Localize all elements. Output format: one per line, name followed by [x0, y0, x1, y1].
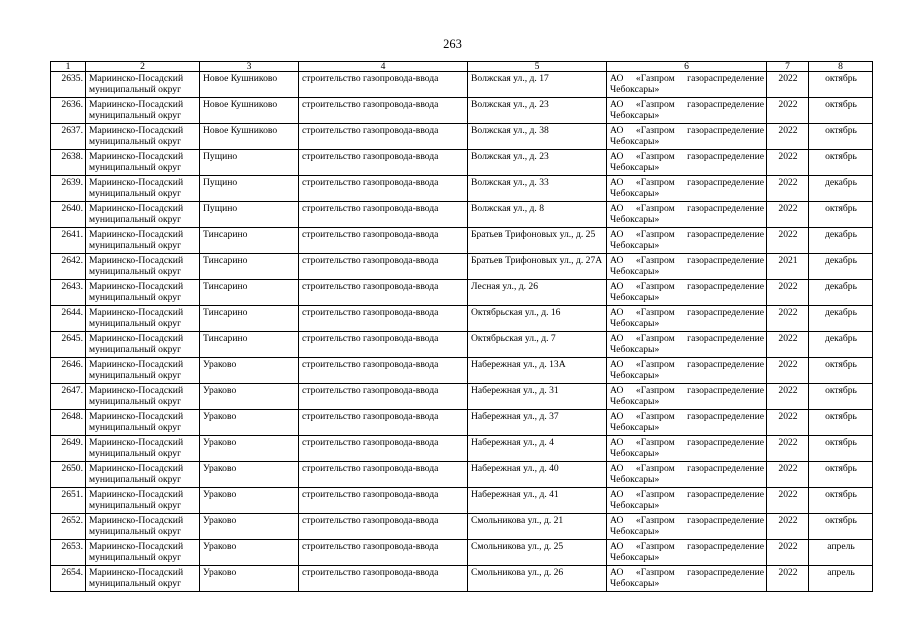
- table-row: [51, 72, 873, 98]
- table-row: [51, 254, 873, 280]
- row-number: 2638.: [51, 150, 86, 176]
- year-cell: 2022: [767, 384, 809, 410]
- column-number: 4: [299, 62, 468, 72]
- work-type-cell: строительство газопровода-ввода: [299, 514, 468, 540]
- month-cell: декабрь: [809, 332, 873, 358]
- row-number: 2647.: [51, 384, 86, 410]
- organization-cell: АО «Газпром газораспределение Чебоксары»: [607, 488, 767, 514]
- district-cell: Мариинско-Посадский муниципальный округ: [86, 540, 200, 566]
- column-number: 8: [809, 62, 873, 72]
- organization-cell: АО «Газпром газораспределение Чебоксары»: [607, 332, 767, 358]
- district-cell: Мариинско-Посадский муниципальный округ: [86, 176, 200, 202]
- table-row: [51, 332, 873, 358]
- address-cell: Набережная ул., д. 13А: [468, 358, 607, 384]
- organization-cell: АО «Газпром газораспределение Чебоксары»: [607, 566, 767, 592]
- month-cell: апрель: [809, 540, 873, 566]
- row-number: 2645.: [51, 332, 86, 358]
- organization-cell: АО «Газпром газораспределение Чебоксары»: [607, 514, 767, 540]
- month-cell: октябрь: [809, 436, 873, 462]
- year-cell: 2022: [767, 306, 809, 332]
- row-number: 2654.: [51, 566, 86, 592]
- locality-cell: Пущино: [200, 202, 299, 228]
- row-number: 2637.: [51, 124, 86, 150]
- organization-cell: АО «Газпром газораспределение Чебоксары»: [607, 306, 767, 332]
- column-number-row: [51, 62, 873, 72]
- year-cell: 2022: [767, 202, 809, 228]
- row-number: 2639.: [51, 176, 86, 202]
- work-type-cell: строительство газопровода-ввода: [299, 566, 468, 592]
- district-cell: Мариинско-Посадский муниципальный округ: [86, 254, 200, 280]
- month-cell: октябрь: [809, 410, 873, 436]
- locality-cell: Новое Кушниково: [200, 98, 299, 124]
- locality-cell: Тинсарино: [200, 280, 299, 306]
- address-cell: Набережная ул., д. 41: [468, 488, 607, 514]
- month-cell: декабрь: [809, 228, 873, 254]
- year-cell: 2022: [767, 566, 809, 592]
- organization-cell: АО «Газпром газораспределение Чебоксары»: [607, 462, 767, 488]
- table-row: [51, 98, 873, 124]
- work-type-cell: строительство газопровода-ввода: [299, 462, 468, 488]
- address-cell: Волжская ул., д. 33: [468, 176, 607, 202]
- address-cell: Набережная ул., д. 31: [468, 384, 607, 410]
- year-cell: 2022: [767, 436, 809, 462]
- table-row: [51, 488, 873, 514]
- month-cell: апрель: [809, 566, 873, 592]
- year-cell: 2022: [767, 332, 809, 358]
- work-type-cell: строительство газопровода-ввода: [299, 98, 468, 124]
- organization-cell: АО «Газпром газораспределение Чебоксары»: [607, 150, 767, 176]
- work-type-cell: строительство газопровода-ввода: [299, 72, 468, 98]
- table-row: [51, 410, 873, 436]
- table-row: [51, 358, 873, 384]
- organization-cell: АО «Газпром газораспределение Чебоксары»: [607, 228, 767, 254]
- work-type-cell: строительство газопровода-ввода: [299, 280, 468, 306]
- column-number: 3: [200, 62, 299, 72]
- row-number: 2651.: [51, 488, 86, 514]
- table-row: [51, 540, 873, 566]
- month-cell: декабрь: [809, 306, 873, 332]
- month-cell: октябрь: [809, 358, 873, 384]
- row-number: 2650.: [51, 462, 86, 488]
- district-cell: Мариинско-Посадский муниципальный округ: [86, 436, 200, 462]
- district-cell: Мариинско-Посадский муниципальный округ: [86, 98, 200, 124]
- row-number: 2648.: [51, 410, 86, 436]
- organization-cell: АО «Газпром газораспределение Чебоксары»: [607, 540, 767, 566]
- locality-cell: Ураково: [200, 384, 299, 410]
- work-type-cell: строительство газопровода-ввода: [299, 358, 468, 384]
- table-row: [51, 150, 873, 176]
- address-cell: Набережная ул., д. 37: [468, 410, 607, 436]
- district-cell: Мариинско-Посадский муниципальный округ: [86, 566, 200, 592]
- work-type-cell: строительство газопровода-ввода: [299, 202, 468, 228]
- column-number: 2: [86, 62, 200, 72]
- district-cell: Мариинско-Посадский муниципальный округ: [86, 72, 200, 98]
- month-cell: октябрь: [809, 488, 873, 514]
- year-cell: 2022: [767, 176, 809, 202]
- month-cell: октябрь: [809, 150, 873, 176]
- page-number: 263: [443, 37, 462, 51]
- month-cell: декабрь: [809, 280, 873, 306]
- row-number: 2644.: [51, 306, 86, 332]
- work-type-cell: строительство газопровода-ввода: [299, 124, 468, 150]
- address-cell: Октябрьская ул., д. 7: [468, 332, 607, 358]
- locality-cell: Тинсарино: [200, 332, 299, 358]
- district-cell: Мариинско-Посадский муниципальный округ: [86, 332, 200, 358]
- address-cell: Братьев Трифоновых ул., д. 27А: [468, 254, 607, 280]
- row-number: 2636.: [51, 98, 86, 124]
- month-cell: октябрь: [809, 462, 873, 488]
- year-cell: 2022: [767, 72, 809, 98]
- year-cell: 2022: [767, 124, 809, 150]
- address-cell: Волжская ул., д. 38: [468, 124, 607, 150]
- month-cell: октябрь: [809, 124, 873, 150]
- locality-cell: Ураково: [200, 358, 299, 384]
- work-type-cell: строительство газопровода-ввода: [299, 436, 468, 462]
- row-number: 2646.: [51, 358, 86, 384]
- organization-cell: АО «Газпром газораспределение Чебоксары»: [607, 124, 767, 150]
- address-cell: Набережная ул., д. 40: [468, 462, 607, 488]
- month-cell: октябрь: [809, 72, 873, 98]
- organization-cell: АО «Газпром газораспределение Чебоксары»: [607, 72, 767, 98]
- organization-cell: АО «Газпром газораспределение Чебоксары»: [607, 98, 767, 124]
- locality-cell: Ураково: [200, 410, 299, 436]
- table-row: [51, 384, 873, 410]
- table-row: [51, 228, 873, 254]
- month-cell: октябрь: [809, 202, 873, 228]
- district-cell: Мариинско-Посадский муниципальный округ: [86, 306, 200, 332]
- locality-cell: Тинсарино: [200, 306, 299, 332]
- district-cell: Мариинско-Посадский муниципальный округ: [86, 358, 200, 384]
- month-cell: декабрь: [809, 254, 873, 280]
- year-cell: 2022: [767, 462, 809, 488]
- year-cell: 2022: [767, 228, 809, 254]
- year-cell: 2022: [767, 540, 809, 566]
- year-cell: 2022: [767, 410, 809, 436]
- address-cell: Смольникова ул., д. 25: [468, 540, 607, 566]
- table-row: [51, 202, 873, 228]
- month-cell: октябрь: [809, 98, 873, 124]
- district-cell: Мариинско-Посадский муниципальный округ: [86, 514, 200, 540]
- work-type-cell: строительство газопровода-ввода: [299, 488, 468, 514]
- organization-cell: АО «Газпром газораспределение Чебоксары»: [607, 254, 767, 280]
- year-cell: 2022: [767, 98, 809, 124]
- row-number: 2640.: [51, 202, 86, 228]
- table-row: [51, 566, 873, 592]
- locality-cell: Ураково: [200, 488, 299, 514]
- organization-cell: АО «Газпром газораспределение Чебоксары»: [607, 280, 767, 306]
- address-cell: Октябрьская ул., д. 16: [468, 306, 607, 332]
- district-cell: Мариинско-Посадский муниципальный округ: [86, 384, 200, 410]
- address-cell: Набережная ул., д. 4: [468, 436, 607, 462]
- table-row: [51, 176, 873, 202]
- district-cell: Мариинско-Посадский муниципальный округ: [86, 280, 200, 306]
- locality-cell: Ураково: [200, 566, 299, 592]
- year-cell: 2022: [767, 514, 809, 540]
- table-row: [51, 306, 873, 332]
- month-cell: декабрь: [809, 176, 873, 202]
- column-number: 6: [607, 62, 767, 72]
- address-cell: Волжская ул., д. 23: [468, 98, 607, 124]
- organization-cell: АО «Газпром газораспределение Чебоксары»: [607, 176, 767, 202]
- address-cell: Смольникова ул., д. 21: [468, 514, 607, 540]
- table-row: [51, 462, 873, 488]
- column-number: 7: [767, 62, 809, 72]
- district-cell: Мариинско-Посадский муниципальный округ: [86, 488, 200, 514]
- year-cell: 2022: [767, 280, 809, 306]
- district-cell: Мариинско-Посадский муниципальный округ: [86, 150, 200, 176]
- table-row: [51, 436, 873, 462]
- organization-cell: АО «Газпром газораспределение Чебоксары»: [607, 358, 767, 384]
- column-number: 1: [51, 62, 86, 72]
- row-number: 2642.: [51, 254, 86, 280]
- locality-cell: Ураково: [200, 540, 299, 566]
- work-type-cell: строительство газопровода-ввода: [299, 332, 468, 358]
- locality-cell: Пущино: [200, 150, 299, 176]
- locality-cell: Ураково: [200, 436, 299, 462]
- organization-cell: АО «Газпром газораспределение Чебоксары»: [607, 436, 767, 462]
- address-cell: Волжская ул., д. 23: [468, 150, 607, 176]
- work-type-cell: строительство газопровода-ввода: [299, 306, 468, 332]
- year-cell: 2022: [767, 150, 809, 176]
- table-row: [51, 280, 873, 306]
- year-cell: 2022: [767, 488, 809, 514]
- row-number: 2641.: [51, 228, 86, 254]
- address-cell: Лесная ул., д. 26: [468, 280, 607, 306]
- row-number: 2653.: [51, 540, 86, 566]
- row-number: 2635.: [51, 72, 86, 98]
- work-type-cell: строительство газопровода-ввода: [299, 540, 468, 566]
- district-cell: Мариинско-Посадский муниципальный округ: [86, 462, 200, 488]
- locality-cell: Тинсарино: [200, 228, 299, 254]
- work-type-cell: строительство газопровода-ввода: [299, 410, 468, 436]
- month-cell: октябрь: [809, 514, 873, 540]
- locality-cell: Пущино: [200, 176, 299, 202]
- table-row: [51, 514, 873, 540]
- locality-cell: Новое Кушниково: [200, 72, 299, 98]
- row-number: 2652.: [51, 514, 86, 540]
- address-cell: Волжская ул., д. 8: [468, 202, 607, 228]
- gas-pipeline-table: [50, 61, 873, 592]
- locality-cell: Новое Кушниково: [200, 124, 299, 150]
- address-cell: Братьев Трифоновых ул., д. 25: [468, 228, 607, 254]
- organization-cell: АО «Газпром газораспределение Чебоксары»: [607, 410, 767, 436]
- locality-cell: Ураково: [200, 514, 299, 540]
- table-row: [51, 124, 873, 150]
- district-cell: Мариинско-Посадский муниципальный округ: [86, 202, 200, 228]
- address-cell: Волжская ул., д. 17: [468, 72, 607, 98]
- work-type-cell: строительство газопровода-ввода: [299, 176, 468, 202]
- row-number: 2643.: [51, 280, 86, 306]
- district-cell: Мариинско-Посадский муниципальный округ: [86, 410, 200, 436]
- table-body: [51, 62, 873, 592]
- work-type-cell: строительство газопровода-ввода: [299, 254, 468, 280]
- address-cell: Смольникова ул., д. 26: [468, 566, 607, 592]
- month-cell: октябрь: [809, 384, 873, 410]
- district-cell: Мариинско-Посадский муниципальный округ: [86, 228, 200, 254]
- locality-cell: Тинсарино: [200, 254, 299, 280]
- organization-cell: АО «Газпром газораспределение Чебоксары»: [607, 202, 767, 228]
- year-cell: 2021: [767, 254, 809, 280]
- work-type-cell: строительство газопровода-ввода: [299, 150, 468, 176]
- work-type-cell: строительство газопровода-ввода: [299, 384, 468, 410]
- year-cell: 2022: [767, 358, 809, 384]
- row-number: 2649.: [51, 436, 86, 462]
- district-cell: Мариинско-Посадский муниципальный округ: [86, 124, 200, 150]
- organization-cell: АО «Газпром газораспределение Чебоксары»: [607, 384, 767, 410]
- locality-cell: Ураково: [200, 462, 299, 488]
- column-number: 5: [468, 62, 607, 72]
- work-type-cell: строительство газопровода-ввода: [299, 228, 468, 254]
